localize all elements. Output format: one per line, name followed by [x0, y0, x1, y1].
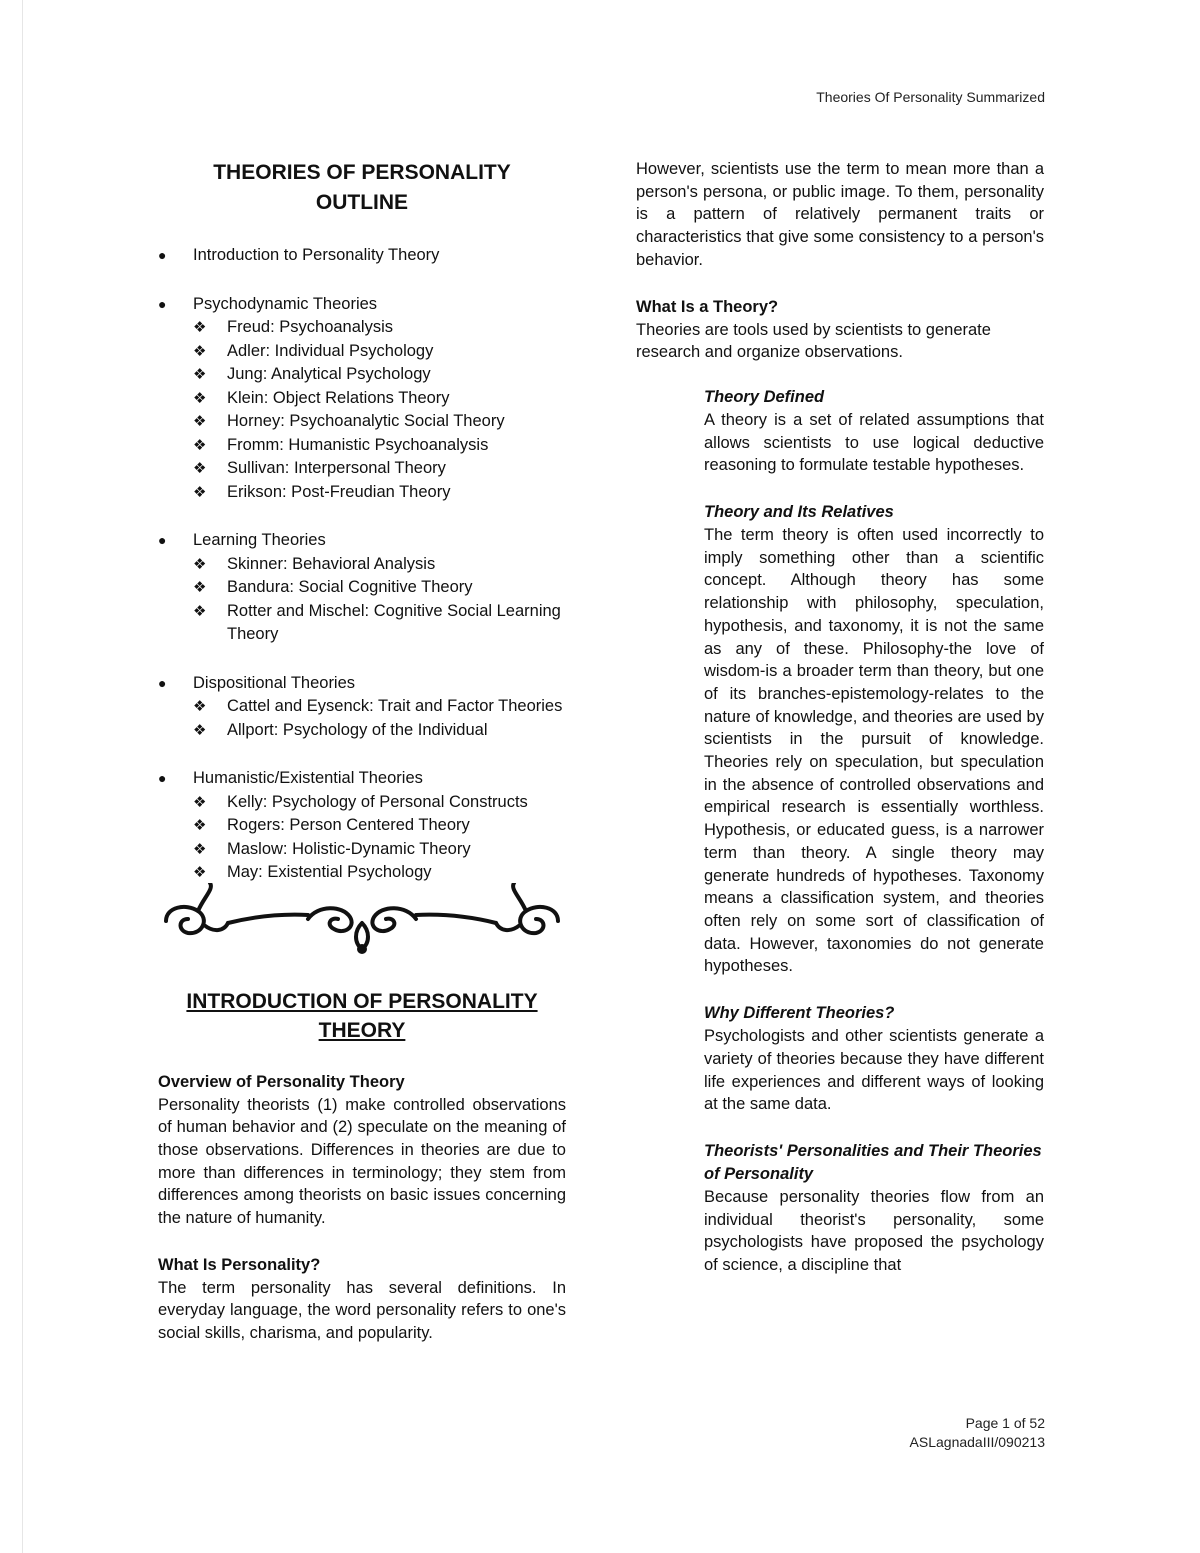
defined-heading: Theory Defined — [704, 387, 825, 406]
outline-group — [158, 244, 566, 268]
diamond-bullet-icon: ❖ — [193, 817, 207, 834]
theorists-heading: Theorists' Personalities and Their Theories of Personality — [704, 1141, 1042, 1183]
personality-section — [158, 1254, 566, 1345]
sub-list — [193, 791, 566, 885]
diamond-bullet-icon: ❖ — [193, 864, 207, 881]
bullet-icon: ● — [158, 295, 167, 312]
outline-title-line2: OUTLINE — [315, 191, 409, 214]
diamond-bullet-icon: ❖ — [193, 319, 207, 336]
diamond-bullet-icon: ❖ — [193, 366, 207, 383]
list-item: ❖ Klein: Object Relations Theory — [193, 387, 566, 411]
why-body: Psychologists and other scientists generate a variety of theories because they have different life experiences and different ways of looking at the same data. — [704, 1027, 1044, 1114]
bullet-icon: ● — [158, 770, 167, 786]
running-header: Theories Of Personality Summarized — [816, 89, 1045, 105]
sub-list — [193, 553, 566, 647]
section-title — [158, 987, 566, 1045]
relatives-section — [704, 501, 1044, 978]
list-item: ❖ Freud: Psychoanalysis — [193, 316, 566, 340]
list-item: ❖ Rogers: Person Centered Theory — [193, 814, 566, 838]
diamond-bullet-icon: ❖ — [193, 840, 207, 858]
outline-group — [158, 672, 566, 743]
diamond-bullet-icon: ❖ — [193, 389, 207, 407]
why-section — [704, 1002, 1044, 1116]
sub-list — [193, 695, 566, 742]
list-item: ❖ Kelly: Psychology of Personal Constructs — [193, 791, 566, 815]
theory-section — [636, 296, 1044, 364]
page-number: Page 1 of 52 — [965, 1415, 1045, 1431]
outline-title — [158, 158, 566, 218]
theory-body: Theories are tools used by scientists to generate research and organize observations. — [636, 320, 991, 362]
diamond-bullet-icon: ❖ — [193, 579, 207, 596]
diamond-bullet-icon: ❖ — [193, 602, 207, 620]
section-title-line2: THEORY — [318, 1018, 406, 1042]
list-item: ❖ Skinner: Behavioral Analysis — [193, 553, 566, 577]
diamond-bullet-icon: ❖ — [193, 460, 207, 477]
relatives-body: The term theory is often used incorrectly to imply something other than a scientific concept. Although theory has some relationship with philosophy, speculation, hypothesis, and taxonomy, it is not the same as any of these. Philosophy-the love of wisdom-is a broader term than theory, but one of its branches-epistemology-relates to the nature of knowledge, and theories are used by scientists in the pursuit of knowledge. Theories rely on speculation, but speculation in the absence of controlled observations and empirical research is essentially worthless. Hypothesis, or educated guess, is a narrower term than theory. A single theory may generate hundreds of hypotheses. Taxonomy means a classification system, and theories often rely on some sort of classification of data. However, taxonomies do not generate hypotheses. — [704, 526, 1044, 976]
list-item: ❖ Jung: Analytical Psychology — [193, 363, 566, 387]
section-title-line1: INTRODUCTION OF PERSONALITY — [186, 989, 538, 1013]
group-label: Introduction to Personality Theory — [193, 246, 440, 264]
list-item: ❖ Bandura: Social Cognitive Theory — [193, 576, 566, 600]
document-code: ASLagnadaIII/090213 — [909, 1434, 1045, 1450]
outline-list — [158, 244, 566, 885]
list-item: ❖ May: Existential Psychology — [193, 861, 566, 885]
theorists-body: Because personality theories flow from an individual theorist's personality, some psychologists have proposed the psychology of science, a discipline that — [704, 1187, 1044, 1275]
bullet-icon: ● — [158, 532, 167, 548]
theorists-section — [704, 1140, 1044, 1277]
overview-body: Personality theorists (1) make controlled observations of human behavior and (2) speculate on the meaning of those observations. Differences in theories are due to more than differences in terminology; they stem from differences among theorists on basic issues concerning the nature of humanity. — [158, 1095, 566, 1228]
diamond-bullet-icon: ❖ — [193, 342, 207, 360]
diamond-bullet-icon: ❖ — [193, 555, 207, 573]
defined-body: A theory is a set of related assumptions that allows scientists to use logical deductive reasoning to formulate testable hypotheses. — [704, 410, 1044, 475]
diamond-bullet-icon: ❖ — [193, 793, 207, 811]
diamond-bullet-icon: ❖ — [193, 436, 207, 454]
left-column — [158, 158, 566, 1345]
list-item: ❖ Maslow: Holistic-Dynamic Theory — [193, 838, 566, 862]
bullet-icon: ● — [158, 247, 167, 263]
defined-section — [704, 386, 1044, 477]
group-label: Humanistic/Existential Theories — [193, 769, 423, 787]
personality-heading: What Is Personality? — [158, 1255, 321, 1274]
personality-body: The term personality has several definitions. In everyday language, the word personality refers to one's social skills, charisma, and popularity. — [158, 1278, 566, 1343]
overview-section — [158, 1071, 566, 1230]
diamond-bullet-icon: ❖ — [193, 721, 207, 739]
outline-title-line1: THEORIES OF PERSONALITY — [213, 161, 511, 184]
list-item: ❖ Horney: Psychoanalytic Social Theory — [193, 410, 566, 434]
list-item: ❖ Cattel and Eysenck: Trait and Factor Theories — [193, 695, 566, 719]
outline-group — [158, 293, 566, 505]
diamond-bullet-icon: ❖ — [193, 413, 207, 430]
sub-list — [193, 316, 566, 504]
group-label: Dispositional Theories — [193, 673, 356, 692]
group-label: Learning Theories — [193, 531, 326, 549]
list-item: ❖ Adler: Individual Psychology — [193, 340, 566, 364]
why-heading: Why Different Theories? — [704, 1004, 895, 1023]
list-item: ❖ Rotter and Mischel: Cognitive Social Learning Theory — [193, 601, 561, 643]
group-label: Psychodynamic Theories — [193, 294, 378, 313]
list-item: ❖ Fromm: Humanistic Psychoanalysis — [193, 434, 566, 458]
page-footer — [910, 1414, 1045, 1452]
diamond-bullet-icon: ❖ — [193, 698, 207, 715]
relatives-heading: Theory and Its Relatives — [704, 503, 894, 522]
list-item: ❖ Sullivan: Interpersonal Theory — [193, 457, 566, 481]
page-edge — [22, 0, 23, 1553]
theory-heading: What Is a Theory? — [636, 297, 779, 316]
outline-group — [158, 767, 566, 885]
bullet-icon: ● — [158, 674, 167, 691]
ornamental-divider-icon — [158, 883, 566, 963]
diamond-bullet-icon: ❖ — [193, 483, 207, 501]
personality-continued: However, scientists use the term to mean more than a person's persona, or public image. To them, personality is a pattern of relatively permanent traits or characteristics that give some consistency to a person's behavior. — [636, 160, 1044, 269]
list-item: ❖ Allport: Psychology of the Individual — [193, 719, 566, 743]
list-item: ❖ Erikson: Post-Freudian Theory — [193, 481, 566, 505]
overview-heading: Overview of Personality Theory — [158, 1072, 405, 1091]
outline-group — [158, 529, 566, 647]
right-column — [636, 158, 1044, 1277]
